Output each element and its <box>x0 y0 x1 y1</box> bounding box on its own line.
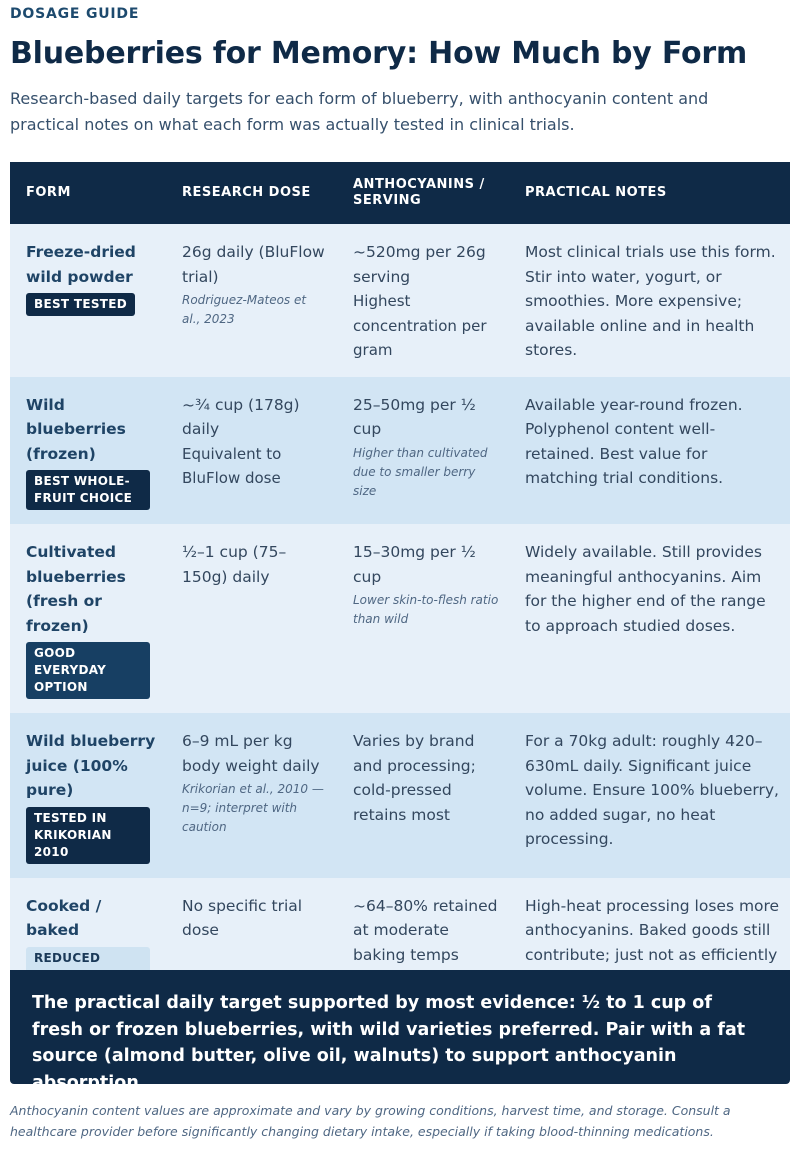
anthocyanins-text: 15–30mg per ½ cup <box>353 543 476 586</box>
notes-cell: Most clinical trials use this form. Stir into water, yogurt, or smoothies. More expensive; available online and in health stores. <box>509 224 790 377</box>
table-row <box>10 377 790 525</box>
dose-cell: No specific trial dose <box>166 878 337 1006</box>
page-subtitle: Research-based daily targets for each form of blueberry, with anthocyanin content and practical notes on what each form was actually tested in clinical trials. <box>10 89 709 134</box>
anthocyanins-citation: Lower skin-to-flesh ratio than wild <box>353 593 499 626</box>
dose-citation: Rodriguez-Mateos et al., 2023 <box>182 293 307 326</box>
page-title: Blueberries for Memory: How Much by Form <box>10 36 748 71</box>
evidence-badge: BEST WHOLE-FRUIT CHOICE <box>26 470 150 510</box>
form-name: Wild blueberry juice (100% pure) <box>26 732 156 799</box>
dose-subnote: Equivalent to BluFlow dose <box>182 444 282 487</box>
notes-cell: For a 70kg adult: roughly 420–630mL daily. Significant juice volume. Ensure 100% blueberry, no added sugar, no heat processing. <box>509 713 790 878</box>
dose-cell <box>166 713 337 878</box>
table-row <box>10 224 790 377</box>
notes-cell: High-heat processing loses more anthocyanins. Baked goods still contribute; just not as efficiently <box>509 878 790 1006</box>
form-name: Cooked / baked <box>26 896 102 939</box>
table-header-row <box>10 162 790 224</box>
dose-cell <box>166 377 337 525</box>
footnote: Anthocyanin content values are approximate and vary by growing conditions, harvest time, and storage. Consult a healthcare provider before significantly changing dietary intake, especially if taking blood-thinning medications. <box>10 1103 731 1139</box>
header-form: FORM <box>10 162 166 224</box>
dose-cell <box>166 524 337 713</box>
form-cell <box>10 524 166 713</box>
form-name: Cultivated blueberries (fresh or frozen) <box>26 543 126 635</box>
summary-callout: The practical daily target supported by most evidence: ½ to 1 cup of fresh or frozen blueberries, with wild varieties preferred. Pair with a fat source (almond butter, olive oil, walnuts) to support anthocyanin absorption. <box>10 970 790 1084</box>
anthocyanins-text: ~520mg per 26g serving <box>353 243 486 286</box>
anthocyanins-citation: Higher than cultivated due to smaller berry size <box>353 445 488 498</box>
form-cell <box>10 713 166 878</box>
dosage-table <box>10 162 790 1006</box>
dose-text: ~¾ cup (178g) daily <box>182 395 300 438</box>
notes-cell: Widely available. Still provides meaningful anthocyanins. Aim for the higher end of the range to approach studied doses. <box>509 524 790 713</box>
table-row <box>10 713 790 878</box>
header-practical-notes: PRACTICAL NOTES <box>509 162 790 224</box>
form-cell <box>10 224 166 377</box>
dose-text: 6–9 mL per kg body weight daily <box>182 732 320 775</box>
anthocyanins-cell <box>337 377 509 525</box>
dose-text: 26g daily (BluFlow trial) <box>182 243 325 286</box>
notes-cell: Available year-round frozen. Polyphenol content well-retained. Best value for matching trial conditions. <box>509 377 790 525</box>
dose-citation: Krikorian et al., 2010 — n=9; interpret with caution <box>182 782 324 834</box>
header-anthocyanins: ANTHOCYANINS / SERVING <box>337 162 509 224</box>
dose-text: ½–1 cup (75–150g) daily <box>182 543 287 586</box>
form-name: Freeze-dried wild powder <box>26 243 136 286</box>
eyebrow-label: DOSAGE GUIDE <box>10 6 140 22</box>
table-row <box>10 524 790 713</box>
evidence-badge: REDUCED <box>26 947 150 987</box>
anthocyanins-cell <box>337 224 509 377</box>
evidence-badge: GOOD EVERYDAY OPTION <box>26 642 150 699</box>
anthocyanins-cell: Varies by brand and processing; cold-pressed retains most <box>337 713 509 878</box>
anthocyanins-cell <box>337 524 509 713</box>
anthocyanins-text: 25–50mg per ½ cup <box>353 395 476 438</box>
form-name: Wild blueberries (frozen) <box>26 395 126 463</box>
anthocyanins-subnote: Highest concentration per gram <box>353 292 487 359</box>
form-cell <box>10 377 166 525</box>
anthocyanins-cell: ~64–80% retained at moderate baking temps <box>337 878 509 1006</box>
evidence-badge: BEST TESTED <box>26 293 135 316</box>
dose-cell <box>166 224 337 377</box>
header-research-dose: RESEARCH DOSE <box>166 162 337 224</box>
evidence-badge: TESTED IN KRIKORIAN 2010 <box>26 807 150 864</box>
